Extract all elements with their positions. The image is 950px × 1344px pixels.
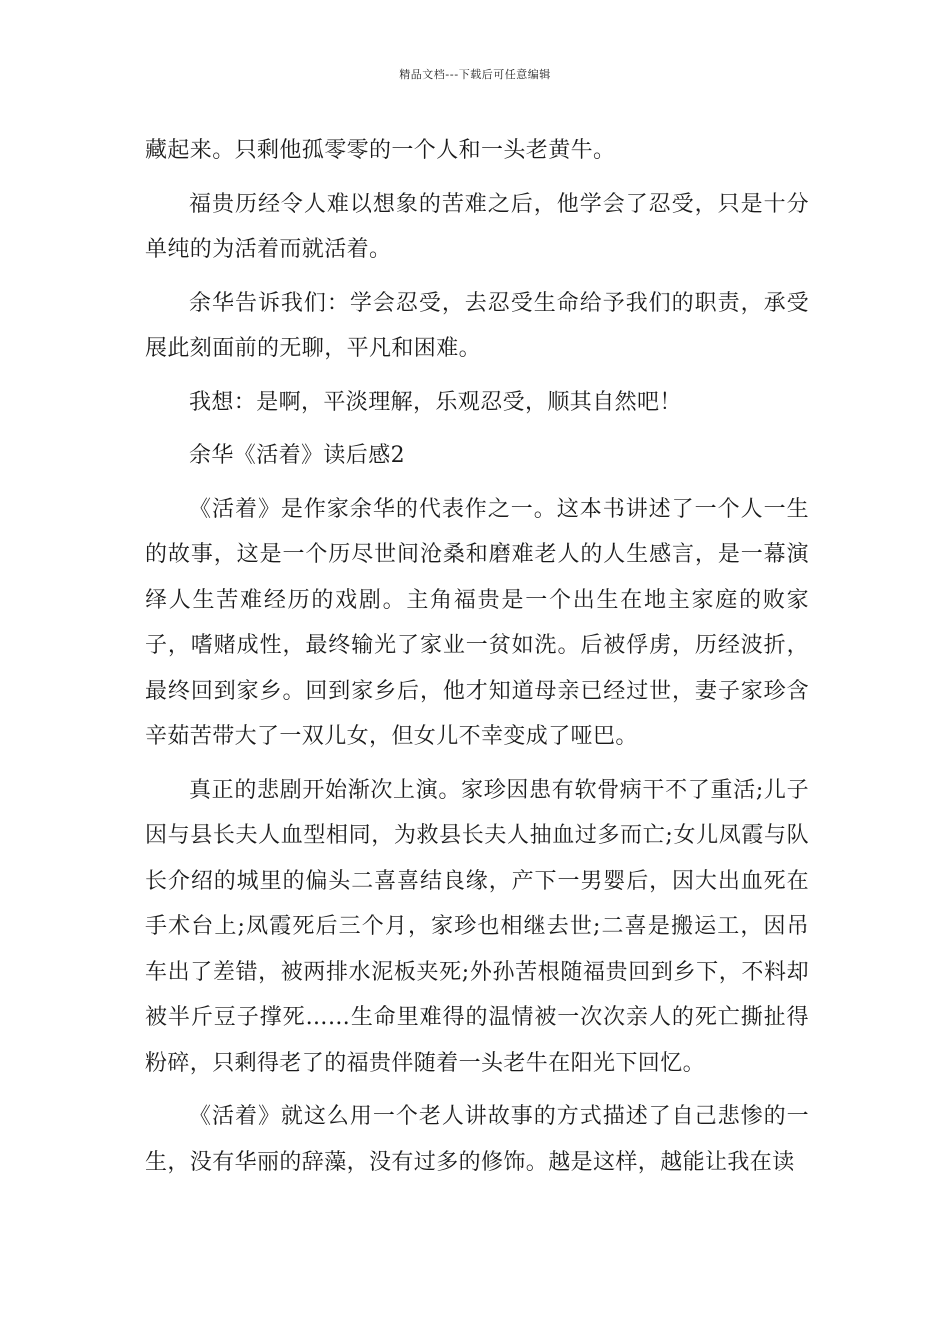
paragraph: 余华告诉我们：学会忍受，去忍受生命给予我们的职责，承受展此刻面前的无聊，平凡和困难。 (145, 290, 809, 361)
document-body (145, 128, 809, 1185)
paragraph: 《活着》是作家余华的代表作之一。这本书讲述了一个人一生的故事，这是一个历尽世间沧桑和磨难老人的人生感言，是一幕演绎人生苦难经历的戏剧。主角福贵是一个出生在地主家庭的败家子，嗜赌成性，最终输光了家业一贫如洗。后被俘虏，历经波折，最终回到家乡。回到家乡后，他才知道母亲已经过世，妻子家珍含辛茹苦带大了一双儿女，但女儿不幸变成了哑巴。 (145, 496, 809, 749)
paragraph: 藏起来。只剩他孤零零的一个人和一头老黄牛。 (145, 138, 616, 163)
section-heading: 余华《活着》读后感2 (189, 443, 405, 468)
page-header: 精品文档---下载后可任意编辑 (399, 68, 551, 81)
paragraph: 真正的悲剧开始渐次上演。家珍因患有软骨病干不了重活;儿子因与县长夫人血型相同，为救县长夫人抽血过多而亡;女儿凤霞与队长介绍的城里的偏头二喜喜结良缘，产下一男婴后，因大出血死在手术台上;凤霞死后三个月，家珍也相继去世;二喜是搬运工，因吊车出了差错，被两排水泥板夹死;外孙苦根随福贵回到乡下，不料却被半斤豆子撑死……生命里难得的温情被一次次亲人的死亡撕扯得粉碎，只剩得老了的福贵伴随着一头老牛在阳光下回忆。 (145, 777, 809, 1076)
paragraph: 福贵历经令人难以想象的苦难之后，他学会了忍受，只是十分单纯的为活着而就活着。 (145, 191, 809, 262)
paragraph: 《活着》就这么用一个老人讲故事的方式描述了自己悲惨的一生，没有华丽的辞藻，没有过多的修饰。越是这样，越能让我在读 (145, 1104, 809, 1175)
paragraph: 我想：是啊，平淡理解，乐观忍受，顺其自然吧！ (189, 389, 682, 415)
